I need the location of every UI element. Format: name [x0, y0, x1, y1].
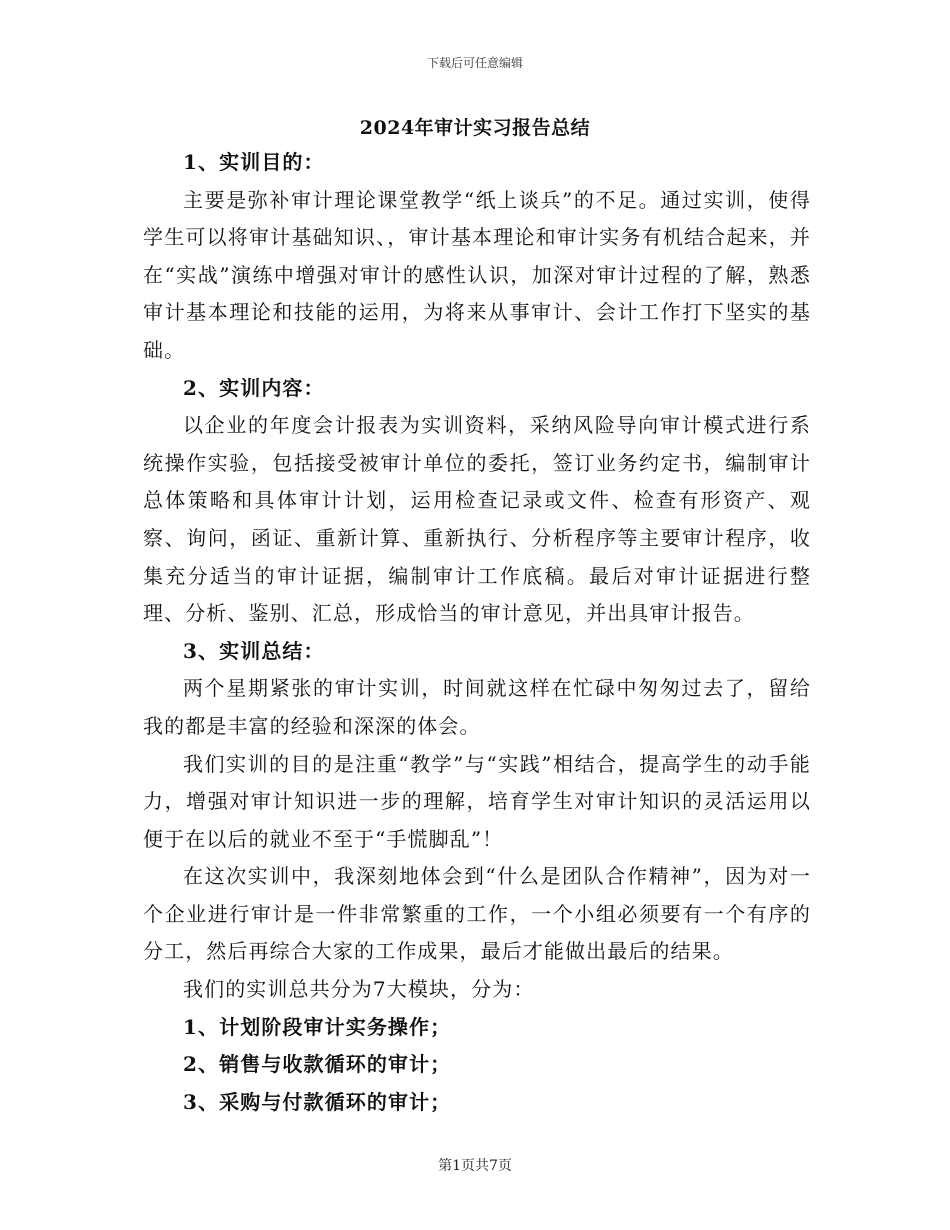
module-item: 2、销售与收款循环的审计；	[183, 1052, 452, 1077]
paragraph-summary-1: 两个星期紧张的审计实训，时间就这样在忙碌中匆匆过去了，留给我的都是丰富的经验和深深的体会。	[143, 676, 811, 738]
section-heading-content: 2、实训内容：	[183, 375, 325, 400]
section-heading-purpose: 1、实训目的：	[183, 150, 325, 174]
paragraph-content: 以企业的年度会计报表为实训资料，采纳风险导向审计模式进行系统操作实验，包括接受被审计单位的委托，签订业务约定书，编制审计总体策略和具体审计计划，运用检查记录或文件、检查有形资产、观察、询问，函证、重新计算、重新执行、分析程序等主要审计程序，收集充分适当的审计证据，编制审计工作底稿。最后对审计证据进行整理、分析、鉴别、汇总，形成恰当的审计意见，并出具审计报告。	[143, 413, 811, 626]
module-item: 3、采购与付款循环的审计；	[183, 1089, 452, 1114]
page-footer: 第1页共7页	[438, 1158, 512, 1174]
module-item: 1、计划阶段审计实务操作；	[183, 1014, 452, 1039]
paragraph-summary-4: 我们的实训总共分为7大模块，分为：	[183, 977, 535, 1002]
document-body	[143, 144, 811, 1121]
header-note: 下载后可任意编辑	[426, 56, 523, 70]
document-title: 2024年审计实习报告总结	[359, 117, 591, 139]
paragraph-summary-3: 在这次实训中，我深刻地体会到“什么是团队合作精神”，因为对一个企业进行审计是一件非常繁重的工作，一个小组必须要有一个有序的分工，然后再综合大家的工作成果，最后才能做出最后的结果。	[143, 864, 811, 964]
section-heading-summary: 3、实训总结：	[183, 638, 325, 663]
paragraph-summary-2: 我们实训的目的是注重“教学”与“实践”相结合，提高学生的动手能力，增强对审计知识进一步的理解，培育学生对审计知识的灵活运用以便于在以后的就业不至于“手慌脚乱”！	[143, 751, 811, 851]
paragraph-purpose: 主要是弥补审计理论课堂教学“纸上谈兵”的不足。通过实训，使得学生可以将审计基础知识、，审计基本理论和审计实务有机结合起来，并在“实战”演练中增强对审计的感性认识，加深对审计过程的了解，熟悉审计基本理论和技能的运用，为将来从事审计、会计工作打下坚实的基础。	[143, 187, 811, 362]
